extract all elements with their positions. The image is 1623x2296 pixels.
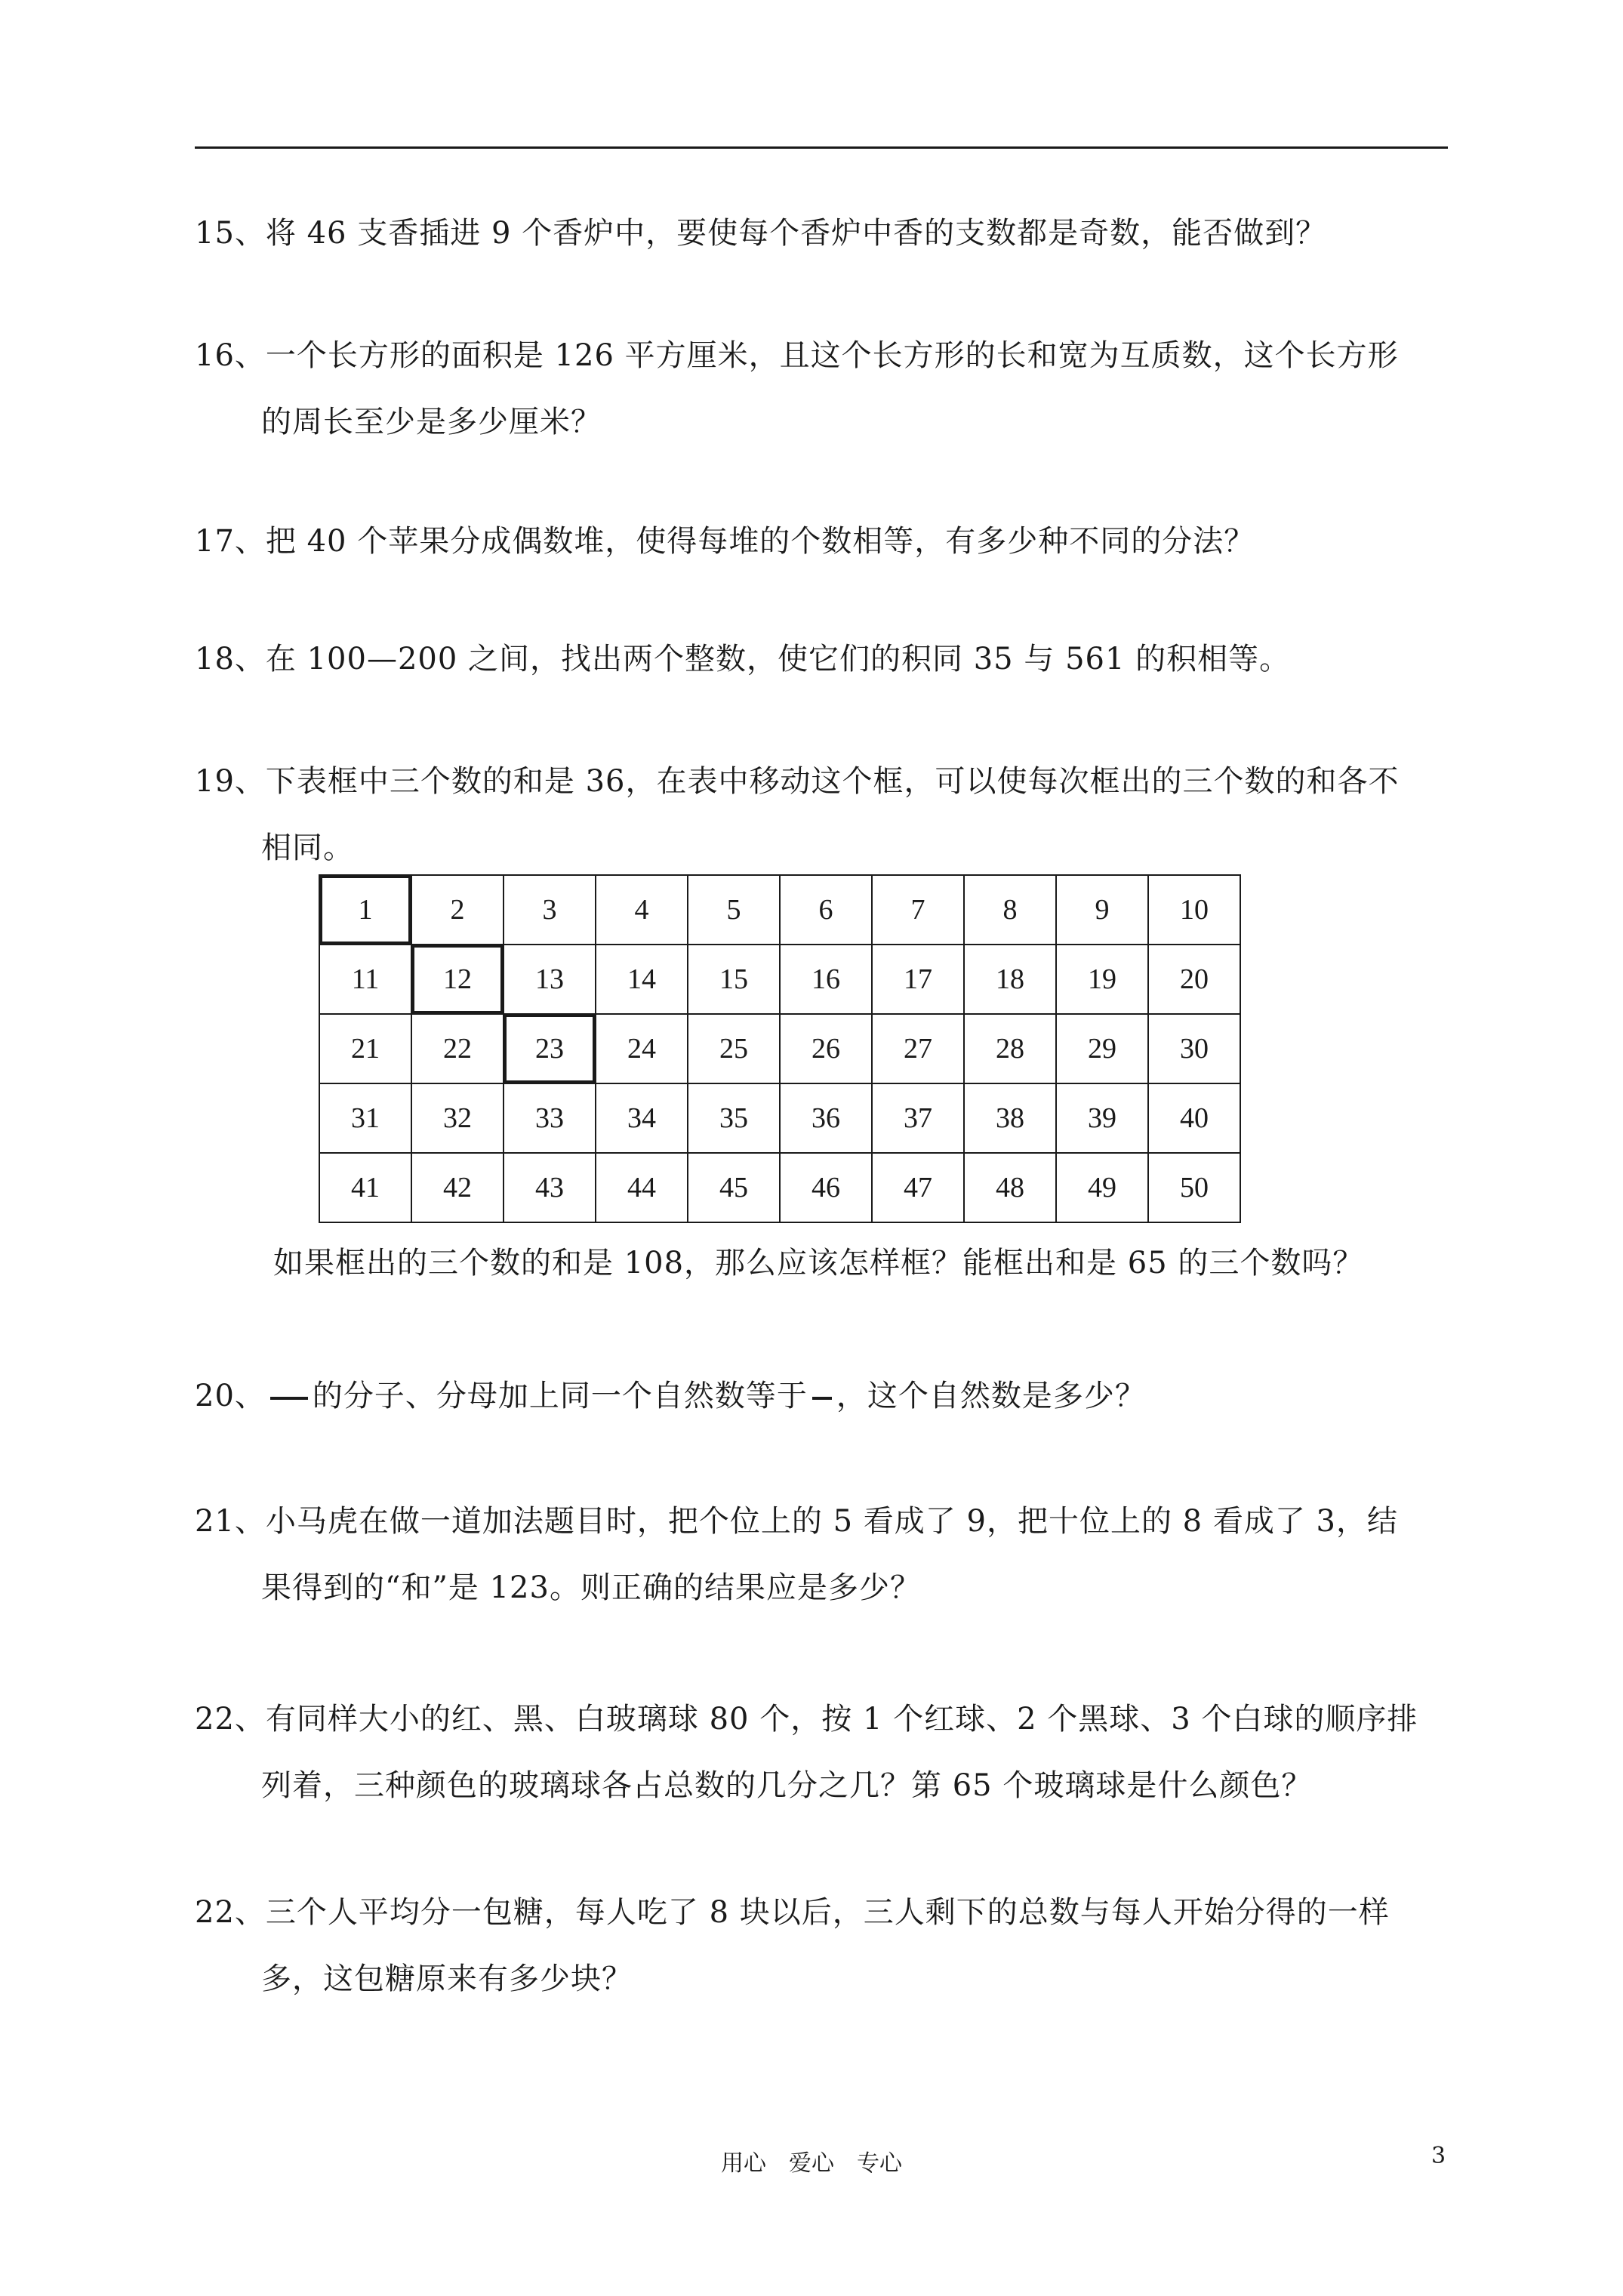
- header-rule: [195, 146, 1448, 149]
- table-cell: 36: [780, 1083, 872, 1153]
- question-19: [195, 761, 1448, 865]
- table-cell: 26: [780, 1014, 872, 1083]
- table-cell: 14: [596, 945, 688, 1014]
- question-line: 22、有同样大小的红、黑、白玻璃球 80 个，按 1 个红球、2 个黑球、3 个白球的顺序排: [195, 1702, 1418, 1737]
- table-row: [319, 1153, 1240, 1222]
- table-cell: 4: [596, 875, 688, 945]
- table-cell: 35: [688, 1083, 780, 1153]
- table-cell: 2: [411, 875, 504, 945]
- table-cell: 22: [411, 1014, 504, 1083]
- fraction-placeholder: [812, 1397, 832, 1400]
- table-cell: 16: [780, 945, 872, 1014]
- question-16: [195, 335, 1448, 439]
- highlight-box-12: [411, 944, 504, 1015]
- question-17: [195, 521, 1448, 562]
- question-line: 21、小马虎在做一道加法题目时，把个位上的 5 看成了 9，把十位上的 8 看成了 3，结: [195, 1504, 1398, 1539]
- table-cell: 42: [411, 1153, 504, 1222]
- table-cell: 5: [688, 875, 780, 945]
- question-line-2: 果得到的“和”是 123。则正确的结果应是多少？: [261, 1570, 921, 1605]
- table-cell: 34: [596, 1083, 688, 1153]
- table-row: [319, 1014, 1240, 1083]
- question-number: 20、: [195, 1379, 266, 1413]
- table-cell: 7: [872, 875, 964, 945]
- page-number: 3: [1431, 2143, 1446, 2169]
- table-cell: 12: [411, 945, 504, 1014]
- question-line: 22、三个人平均分一包糖，每人吃了 8 块以后，三人剩下的总数与每人开始分得的一样: [195, 1895, 1390, 1930]
- table-cell: 48: [964, 1153, 1056, 1222]
- question-text: ，这个自然数是多少？: [836, 1379, 1146, 1413]
- question-line-2: 的周长至少是多少厘米？: [261, 405, 602, 439]
- question-22a: [195, 1699, 1448, 1803]
- table-cell: 13: [504, 945, 596, 1014]
- question-21: [195, 1501, 1448, 1605]
- table-cell: 33: [504, 1083, 596, 1153]
- table-cell: 11: [319, 945, 411, 1014]
- table-cell: 17: [872, 945, 964, 1014]
- table-cell: 24: [596, 1014, 688, 1083]
- table-cell: 39: [1056, 1083, 1148, 1153]
- question-line: 19、下表框中三个数的和是 36，在表中移动这个框，可以使每次框出的三个数的和各不: [195, 764, 1400, 799]
- table-row: [319, 875, 1240, 945]
- table-cell: 27: [872, 1014, 964, 1083]
- question-20: [195, 1376, 1448, 1416]
- table-cell: 19: [1056, 945, 1148, 1014]
- table-cell: 20: [1148, 945, 1240, 1014]
- table-cell: 3: [504, 875, 596, 945]
- table-cell: 18: [964, 945, 1056, 1014]
- question-22b: [195, 1892, 1448, 1996]
- table-cell: 1: [319, 875, 411, 945]
- question-line-2: 多，这包糖原来有多少块？: [261, 1962, 633, 1996]
- table-cell: 9: [1056, 875, 1148, 945]
- table-cell: 6: [780, 875, 872, 945]
- fraction-placeholder: [270, 1397, 308, 1400]
- question-line: 15、将 46 支香插进 9 个香炉中，要使每个香炉中香的支数都是奇数，能否做到？: [195, 216, 1327, 251]
- page-footer: 用心 爱心 专心: [721, 2150, 902, 2177]
- table-cell: 31: [319, 1083, 411, 1153]
- table-cell: 50: [1148, 1153, 1240, 1222]
- question-line-2: 相同。: [261, 831, 354, 865]
- table-cell: 44: [596, 1153, 688, 1222]
- table-cell: 21: [319, 1014, 411, 1083]
- question-line: 16、一个长方形的面积是 126 平方厘米，且这个长方形的长和宽为互质数，这个长方形: [195, 338, 1399, 373]
- table-cell: 10: [1148, 875, 1240, 945]
- table-row: [319, 1083, 1240, 1153]
- highlight-box-1: [319, 874, 412, 945]
- question-text: 的分子、分母加上同一个自然数等于: [312, 1379, 808, 1413]
- table-cell: 25: [688, 1014, 780, 1083]
- question-line: 18、在 100—200 之间，找出两个整数，使它们的积同 35 与 561 的积相等。: [195, 642, 1291, 676]
- highlight-box-23: [503, 1013, 596, 1084]
- table-cell: 37: [872, 1083, 964, 1153]
- table-cell: 41: [319, 1153, 411, 1222]
- question-line: 17、把 40 个苹果分成偶数堆，使得每堆的个数相等，有多少种不同的分法？: [195, 524, 1255, 559]
- table-note: 如果框出的三个数的和是 108，那么应该怎样框？能框出和是 65 的三个数吗？: [273, 1246, 1364, 1281]
- table-cell: 38: [964, 1083, 1056, 1153]
- table-cell: 30: [1148, 1014, 1240, 1083]
- table-cell: 28: [964, 1014, 1056, 1083]
- table-cell: 43: [504, 1153, 596, 1222]
- question-15: [195, 213, 1448, 254]
- table-cell: 32: [411, 1083, 504, 1153]
- table-cell: 49: [1056, 1153, 1148, 1222]
- question-line-2: 列着，三种颜色的玻璃球各占总数的几分之几？第 65 个玻璃球是什么颜色？: [261, 1768, 1313, 1803]
- table-cell: 45: [688, 1153, 780, 1222]
- table-cell: 15: [688, 945, 780, 1014]
- table-cell: 40: [1148, 1083, 1240, 1153]
- number-table: [319, 874, 1241, 1223]
- table-cell: 46: [780, 1153, 872, 1222]
- question-18: [195, 639, 1448, 680]
- table-cell: 29: [1056, 1014, 1148, 1083]
- table-cell: 23: [504, 1014, 596, 1083]
- table-cell: 47: [872, 1153, 964, 1222]
- table-cell: 8: [964, 875, 1056, 945]
